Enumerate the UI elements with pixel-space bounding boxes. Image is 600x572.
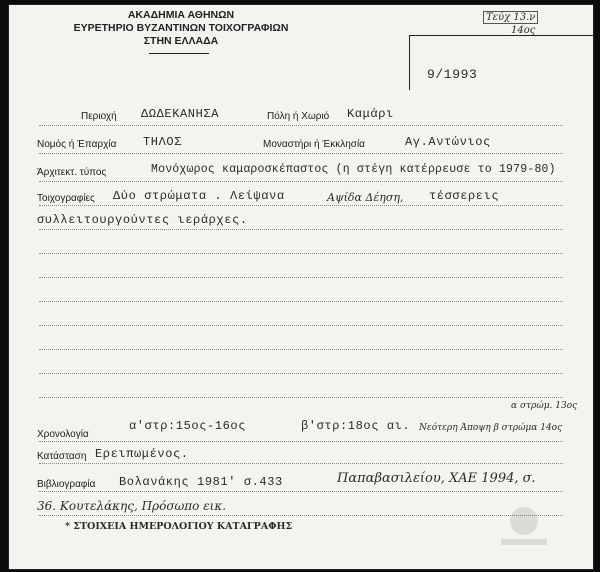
region-value: ΔΩΔΕΚΑΝΗΣΑ: [141, 107, 220, 121]
footer-note: * ΣΤΟΙΧΕΙΑ ΗΜΕΡΟΛΟΓΙΟΥ ΚΑΤΑΓΡΑΦΗΣ: [65, 521, 293, 532]
architecture-label: Άρχιτεκτ. τύπος: [37, 167, 107, 178]
corner-note-1: Τεύχ 13.ν: [483, 11, 538, 24]
rule-2: [39, 153, 563, 154]
rule-3: [39, 181, 563, 182]
dating-handwritten: Νεότερη Άποψη β στρώμα 14ος: [419, 423, 563, 433]
rule-12: [39, 397, 563, 398]
condition-value: Ερειπωμένος.: [95, 447, 189, 461]
monastery-value: Αγ.Αντώνιος: [405, 135, 491, 149]
corner-note-2: 14ος: [511, 25, 536, 36]
rule-10: [39, 349, 563, 350]
frescoes-value-3: συλλειτουργούντες ιεράρχες.: [37, 213, 248, 227]
frescoes-value-2: τέσσερεις: [429, 189, 500, 203]
dating-superscript: α στρώμ. 13ος: [511, 401, 578, 411]
town-value: Καμάρι: [347, 107, 394, 121]
rule-13: [39, 441, 563, 442]
bibliography-value: Βολανάκης 1981' σ.433: [119, 475, 283, 489]
bibliography-handwritten-1: Παπαβασιλείου, ΧΑΕ 1994, σ.: [337, 471, 536, 486]
prefecture-label: Νομός ή Έπαρχία: [37, 139, 117, 150]
index-region: ΣΤΗΝ ΕΛΛΑΔΑ: [143, 35, 219, 47]
rule-11: [39, 373, 563, 374]
rule-7: [39, 277, 563, 278]
academy-watermark-icon: [479, 503, 569, 553]
town-label: Πόλη ή Χωριό: [267, 111, 330, 122]
index-name: ΕΥΡΕΤΗΡΙΟ ΒΥΖΑΝΤΙΝΩΝ ΤΟΙΧΟΓΡΑΦΙΩΝ: [73, 22, 289, 34]
frescoes-handwritten: Αψίδα Δέηση,: [327, 191, 404, 204]
header-underline: [149, 53, 209, 54]
rule-6: [39, 253, 563, 254]
dating-value-1: α'στρ:15ος-16ος: [129, 419, 247, 433]
bibliography-handwritten-2: 36. Κουτελάκης, Πρόσωπο εικ.: [37, 499, 227, 513]
rule-14: [39, 463, 563, 464]
rule-15: [39, 491, 563, 492]
bibliography-label: Βιβλιογραφία: [37, 479, 96, 490]
architecture-value: Μονόχωρος καμαροσκέπαστος (η στέγη κατέρρευσε το 1979-80): [151, 163, 556, 176]
frescoes-label: Τοιχογραφίες: [37, 193, 95, 204]
rule-1: [39, 125, 563, 126]
institution-name: ΑΚΑΔΗΜΙΑ ΑΘΗΝΩΝ: [127, 9, 235, 21]
rule-8: [39, 301, 563, 302]
rule-4: [39, 205, 563, 206]
prefecture-value: ΤΗΛΟΣ: [143, 135, 183, 149]
index-card: [8, 4, 594, 570]
condition-label: Κατάσταση: [37, 451, 87, 462]
rule-9: [39, 325, 563, 326]
frescoes-value-1: Δύο στρώματα . Λείψανα: [113, 189, 285, 203]
dating-label: Χρονολογία: [37, 429, 89, 440]
region-label: Περιοχή: [81, 111, 117, 122]
monastery-label: Μοναστήρι ή Έκκλησία: [263, 139, 365, 150]
rule-5: [39, 229, 563, 230]
reference-number: 9/1993: [427, 67, 478, 82]
dating-value-2: β'στρ:18ος αι.: [301, 419, 411, 433]
